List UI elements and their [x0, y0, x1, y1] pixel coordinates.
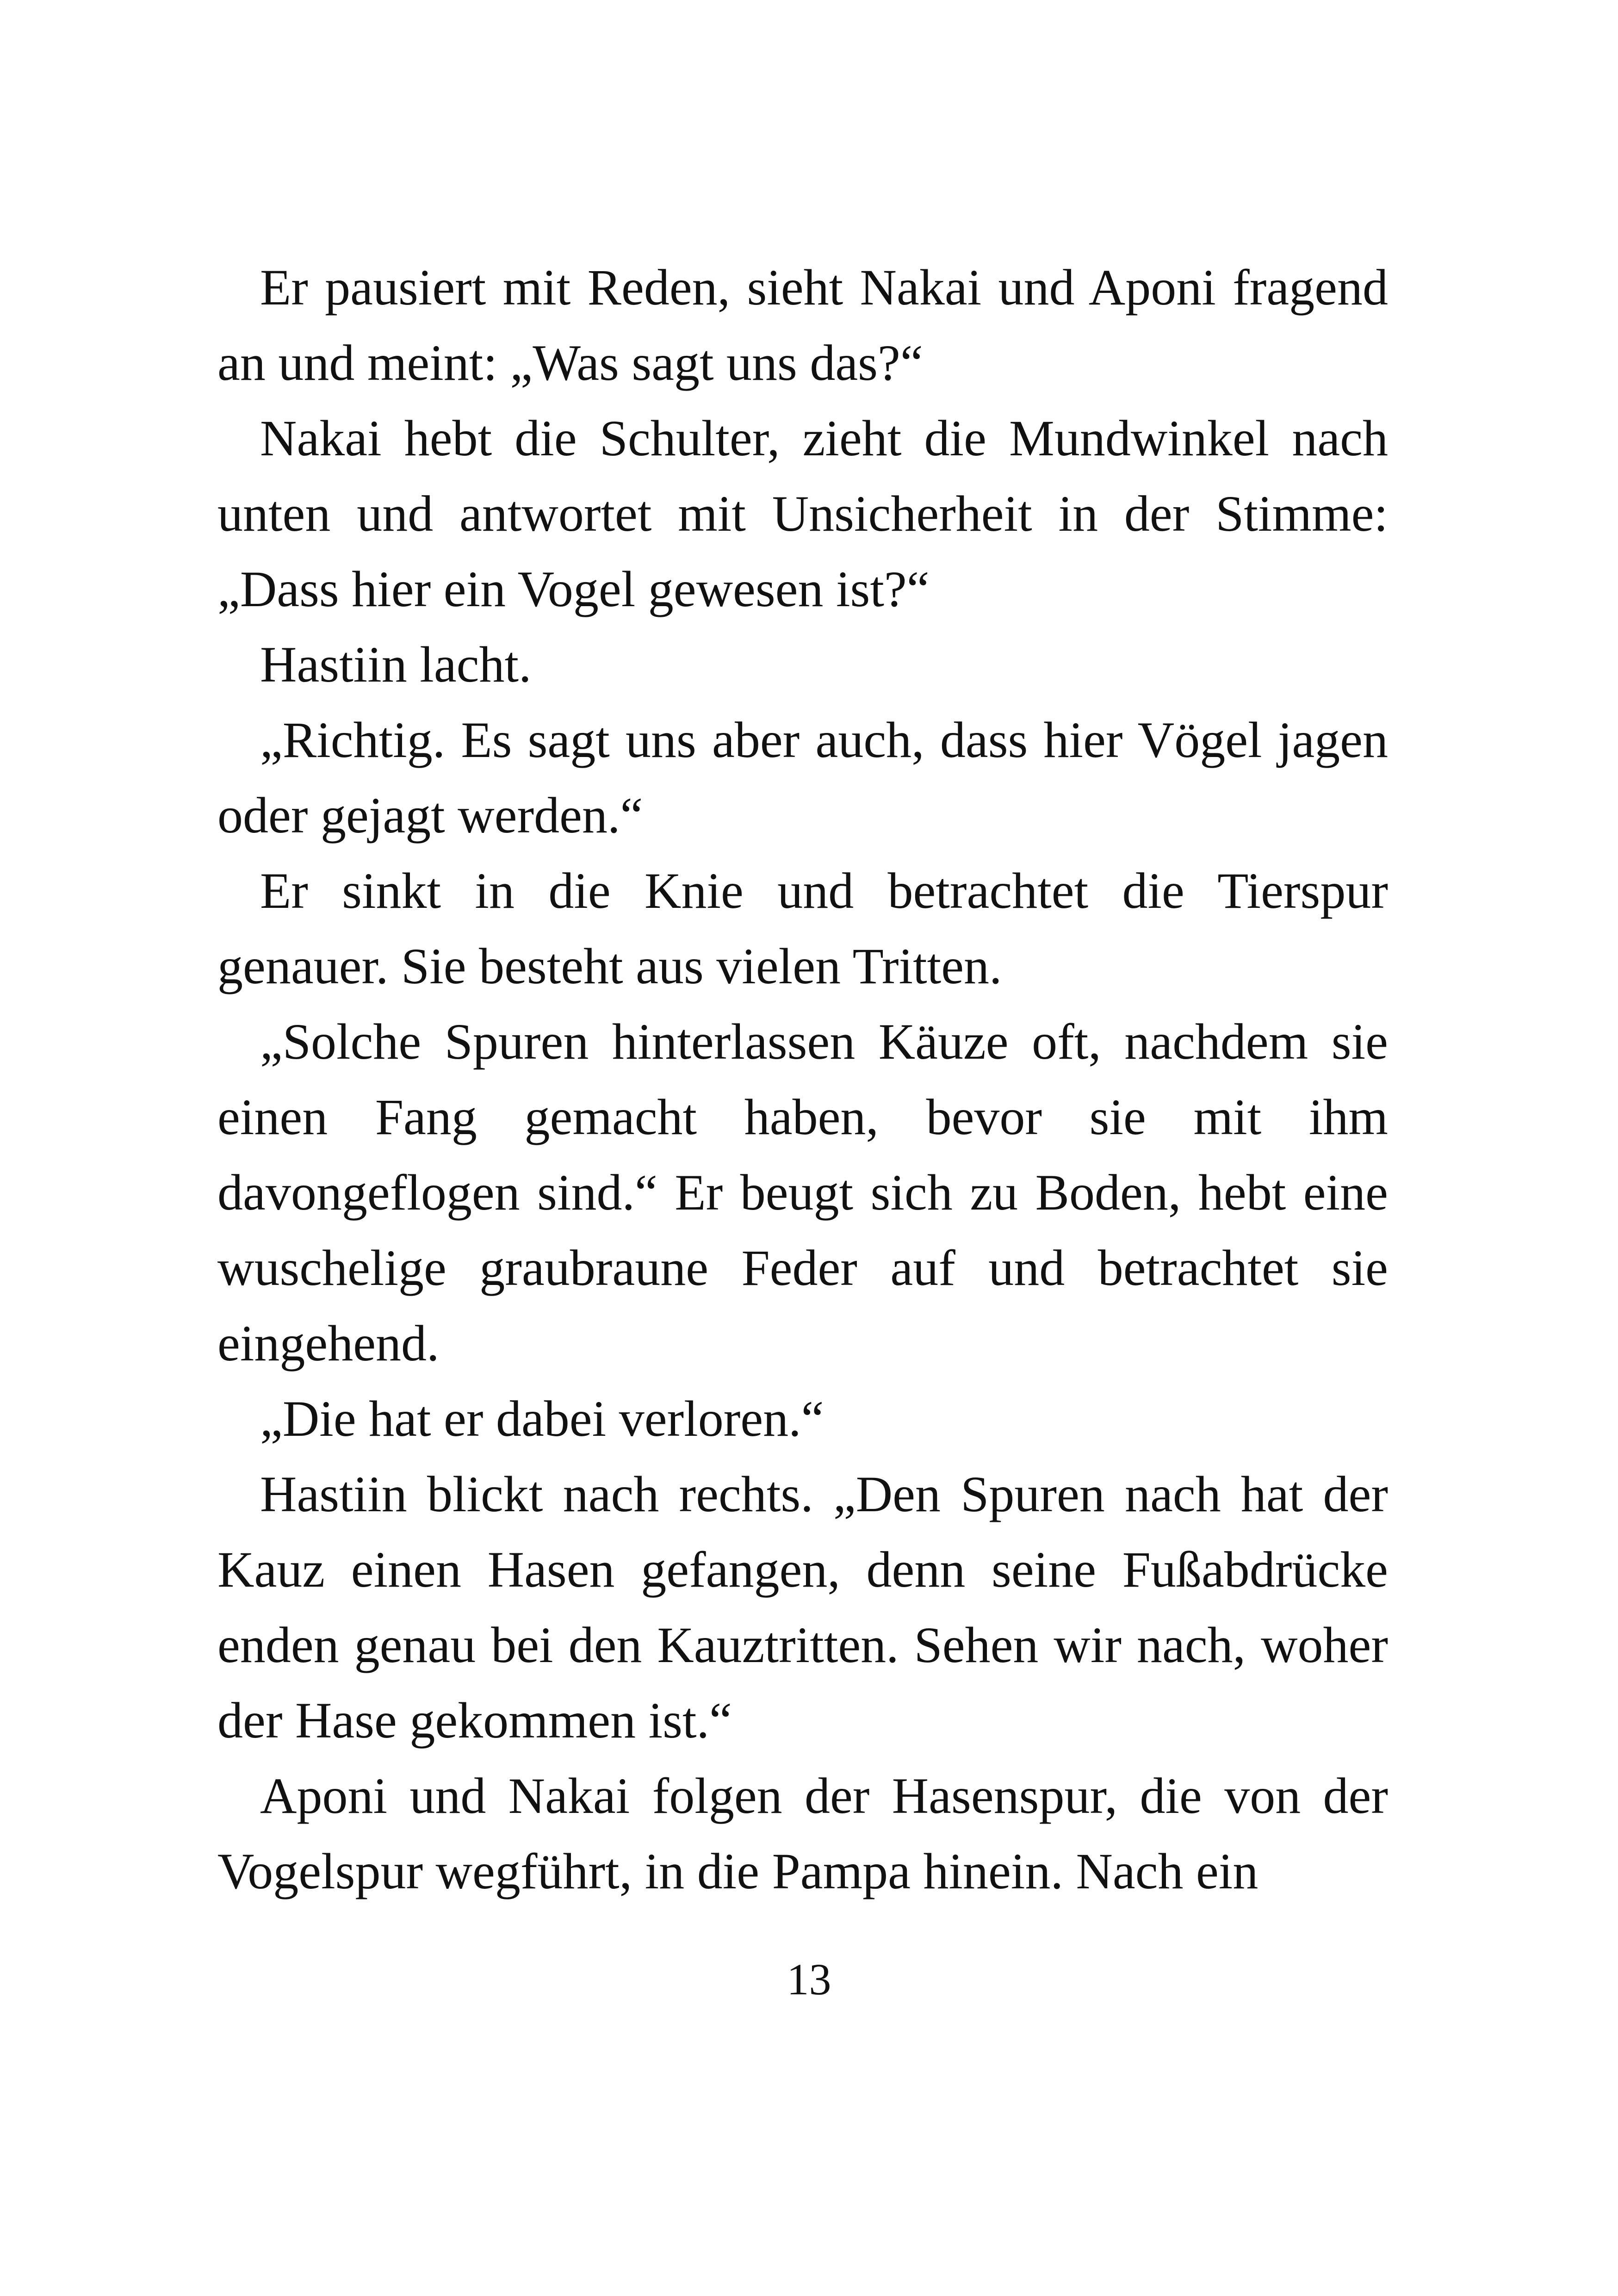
paragraph-9: Aponi und Nakai folgen der Hasenspur, die von der Vogelspur wegführt, in die Pampa hinein. Nach ein — [217, 1768, 1388, 1899]
paragraph-1: Er pausiert mit Reden, sieht Nakai und Aponi fragend an und meint: „Was sagt uns das?“ — [217, 259, 1388, 391]
paragraph-5: Er sinkt in die Knie und betrachtet die Tierspur genauer. Sie besteht aus vielen Tritten. — [217, 863, 1388, 994]
page-body — [217, 250, 1388, 1909]
paragraph-4: „Richtig. Es sagt uns aber auch, dass hier Vögel jagen oder gejagt werden.“ — [217, 712, 1388, 844]
paragraph-8: Hastiin blickt nach rechts. „Den Spuren nach hat der Kauz einen Hasen gefangen, denn seine Fußabdrücke enden genau bei den Kauztritten. Sehen wir nach, woher der Hase gekommen ist.“ — [217, 1466, 1388, 1749]
paragraph-7: „Die hat er dabei verloren.“ — [260, 1390, 824, 1447]
paragraph-6: „Solche Spuren hinterlassen Käuze oft, nachdem sie einen Fang gemacht haben, bevor sie mit ihm davongeflogen sind.“ Er beugt sich zu Boden, hebt eine wuschelige graubraune Feder auf und betrachtet sie eingehend. — [217, 1013, 1388, 1371]
paragraph-3: Hastiin lacht. — [260, 636, 532, 693]
page-number: 13 — [787, 1955, 831, 2004]
paragraph-2: Nakai hebt die Schulter, zieht die Mundwinkel nach unten und antwortet mit Unsicherheit in der Stimme: „Dass hier ein Vogel gewesen ist?“ — [217, 410, 1388, 617]
